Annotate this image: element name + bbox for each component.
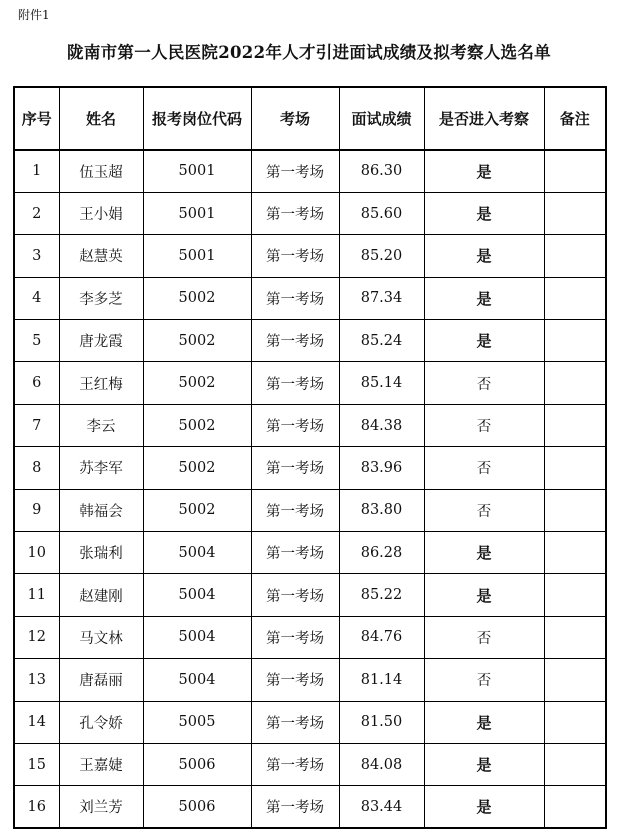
cell-exam-room: 第一考场 <box>251 404 339 446</box>
table-row <box>14 574 606 616</box>
cell-interview-score: 87.34 <box>339 277 424 319</box>
cell-name: 李云 <box>59 404 143 446</box>
cell-serial-number: 3 <box>14 235 59 277</box>
cell-interview-score: 83.96 <box>339 447 424 489</box>
cell-advance-status: 是 <box>424 277 544 319</box>
cell-exam-room: 第一考场 <box>251 320 339 362</box>
cell-position-code: 5002 <box>143 489 251 531</box>
cell-remarks <box>544 659 606 701</box>
document-title: 陇南市第一人民医院2022年人才引进面试成绩及拟考察人选名单 <box>67 43 551 62</box>
cell-remarks <box>544 150 606 192</box>
cell-advance-status: 否 <box>424 447 544 489</box>
table-row <box>14 277 606 319</box>
cell-remarks <box>544 320 606 362</box>
cell-serial-number: 7 <box>14 404 59 446</box>
header-serial-number: 序号 <box>14 87 59 150</box>
cell-serial-number: 6 <box>14 362 59 404</box>
header-name: 姓名 <box>59 87 143 150</box>
cell-remarks <box>544 277 606 319</box>
cell-name: 赵建刚 <box>59 574 143 616</box>
cell-advance-status: 是 <box>424 786 544 828</box>
cell-exam-room: 第一考场 <box>251 743 339 785</box>
cell-interview-score: 86.30 <box>339 150 424 192</box>
table-row <box>14 489 606 531</box>
table-row <box>14 150 606 192</box>
table-row <box>14 743 606 785</box>
cell-advance-status: 是 <box>424 235 544 277</box>
cell-remarks <box>544 404 606 446</box>
cell-advance-status: 否 <box>424 659 544 701</box>
cell-remarks <box>544 701 606 743</box>
cell-serial-number: 8 <box>14 447 59 489</box>
header-position-code: 报考岗位代码 <box>143 87 251 150</box>
cell-advance-status: 否 <box>424 362 544 404</box>
cell-name: 苏李军 <box>59 447 143 489</box>
cell-serial-number: 14 <box>14 701 59 743</box>
cell-remarks <box>544 192 606 234</box>
cell-advance-status: 是 <box>424 150 544 192</box>
cell-name: 伍玉超 <box>59 150 143 192</box>
cell-remarks <box>544 743 606 785</box>
cell-interview-score: 83.80 <box>339 489 424 531</box>
cell-interview-score: 84.08 <box>339 743 424 785</box>
cell-name: 赵慧英 <box>59 235 143 277</box>
cell-serial-number: 10 <box>14 532 59 574</box>
cell-exam-room: 第一考场 <box>251 574 339 616</box>
cell-position-code: 5004 <box>143 616 251 658</box>
table-row <box>14 192 606 234</box>
cell-serial-number: 2 <box>14 192 59 234</box>
table-row <box>14 362 606 404</box>
cell-interview-score: 81.14 <box>339 659 424 701</box>
cell-position-code: 5002 <box>143 362 251 404</box>
cell-name: 王红梅 <box>59 362 143 404</box>
cell-position-code: 5005 <box>143 701 251 743</box>
attachment-label: 附件1 <box>18 8 50 22</box>
cell-name: 孔令娇 <box>59 701 143 743</box>
cell-remarks <box>544 574 606 616</box>
cell-position-code: 5002 <box>143 447 251 489</box>
header-interview-score: 面试成绩 <box>339 87 424 150</box>
table-row <box>14 616 606 658</box>
cell-interview-score: 85.24 <box>339 320 424 362</box>
cell-name: 王小娟 <box>59 192 143 234</box>
cell-advance-status: 是 <box>424 192 544 234</box>
cell-name: 唐磊丽 <box>59 659 143 701</box>
cell-exam-room: 第一考场 <box>251 362 339 404</box>
cell-remarks <box>544 489 606 531</box>
cell-position-code: 5002 <box>143 404 251 446</box>
cell-advance-status: 是 <box>424 574 544 616</box>
table-row <box>14 786 606 828</box>
table-row <box>14 320 606 362</box>
cell-exam-room: 第一考场 <box>251 235 339 277</box>
header-advance-to-inspection: 是否进入考察 <box>424 87 544 150</box>
cell-serial-number: 11 <box>14 574 59 616</box>
cell-name: 韩福会 <box>59 489 143 531</box>
cell-serial-number: 15 <box>14 743 59 785</box>
cell-interview-score: 83.44 <box>339 786 424 828</box>
cell-exam-room: 第一考场 <box>251 532 339 574</box>
cell-serial-number: 16 <box>14 786 59 828</box>
table-header-row <box>14 87 606 150</box>
cell-interview-score: 84.38 <box>339 404 424 446</box>
cell-name: 唐龙霞 <box>59 320 143 362</box>
cell-interview-score: 85.20 <box>339 235 424 277</box>
cell-serial-number: 1 <box>14 150 59 192</box>
cell-interview-score: 85.14 <box>339 362 424 404</box>
cell-advance-status: 否 <box>424 616 544 658</box>
header-exam-room: 考场 <box>251 87 339 150</box>
table-row <box>14 532 606 574</box>
cell-name: 李多芝 <box>59 277 143 319</box>
cell-interview-score: 86.28 <box>339 532 424 574</box>
cell-position-code: 5006 <box>143 743 251 785</box>
cell-exam-room: 第一考场 <box>251 786 339 828</box>
cell-name: 张瑞利 <box>59 532 143 574</box>
cell-serial-number: 9 <box>14 489 59 531</box>
cell-exam-room: 第一考场 <box>251 616 339 658</box>
candidate-table <box>13 86 607 829</box>
cell-exam-room: 第一考场 <box>251 192 339 234</box>
cell-serial-number: 5 <box>14 320 59 362</box>
table-row <box>14 447 606 489</box>
cell-serial-number: 12 <box>14 616 59 658</box>
cell-name: 王嘉婕 <box>59 743 143 785</box>
cell-serial-number: 4 <box>14 277 59 319</box>
cell-serial-number: 13 <box>14 659 59 701</box>
cell-interview-score: 81.50 <box>339 701 424 743</box>
table-row <box>14 659 606 701</box>
cell-advance-status: 否 <box>424 489 544 531</box>
cell-position-code: 5006 <box>143 786 251 828</box>
cell-remarks <box>544 786 606 828</box>
table-row <box>14 404 606 446</box>
cell-remarks <box>544 532 606 574</box>
cell-position-code: 5001 <box>143 150 251 192</box>
cell-position-code: 5004 <box>143 659 251 701</box>
cell-remarks <box>544 362 606 404</box>
cell-position-code: 5001 <box>143 235 251 277</box>
cell-position-code: 5004 <box>143 574 251 616</box>
cell-exam-room: 第一考场 <box>251 277 339 319</box>
header-remarks: 备注 <box>544 87 606 150</box>
cell-advance-status: 是 <box>424 320 544 362</box>
cell-advance-status: 是 <box>424 701 544 743</box>
cell-exam-room: 第一考场 <box>251 447 339 489</box>
cell-exam-room: 第一考场 <box>251 701 339 743</box>
cell-advance-status: 是 <box>424 532 544 574</box>
cell-exam-room: 第一考场 <box>251 659 339 701</box>
cell-name: 马文林 <box>59 616 143 658</box>
cell-remarks <box>544 616 606 658</box>
table-row <box>14 701 606 743</box>
cell-interview-score: 85.22 <box>339 574 424 616</box>
cell-position-code: 5004 <box>143 532 251 574</box>
cell-position-code: 5002 <box>143 320 251 362</box>
cell-position-code: 5002 <box>143 277 251 319</box>
cell-exam-room: 第一考场 <box>251 489 339 531</box>
cell-remarks <box>544 447 606 489</box>
cell-interview-score: 84.76 <box>339 616 424 658</box>
cell-remarks <box>544 235 606 277</box>
cell-interview-score: 85.60 <box>339 192 424 234</box>
cell-name: 刘兰芳 <box>59 786 143 828</box>
cell-position-code: 5001 <box>143 192 251 234</box>
cell-advance-status: 是 <box>424 743 544 785</box>
cell-exam-room: 第一考场 <box>251 150 339 192</box>
cell-advance-status: 否 <box>424 404 544 446</box>
table-row <box>14 235 606 277</box>
